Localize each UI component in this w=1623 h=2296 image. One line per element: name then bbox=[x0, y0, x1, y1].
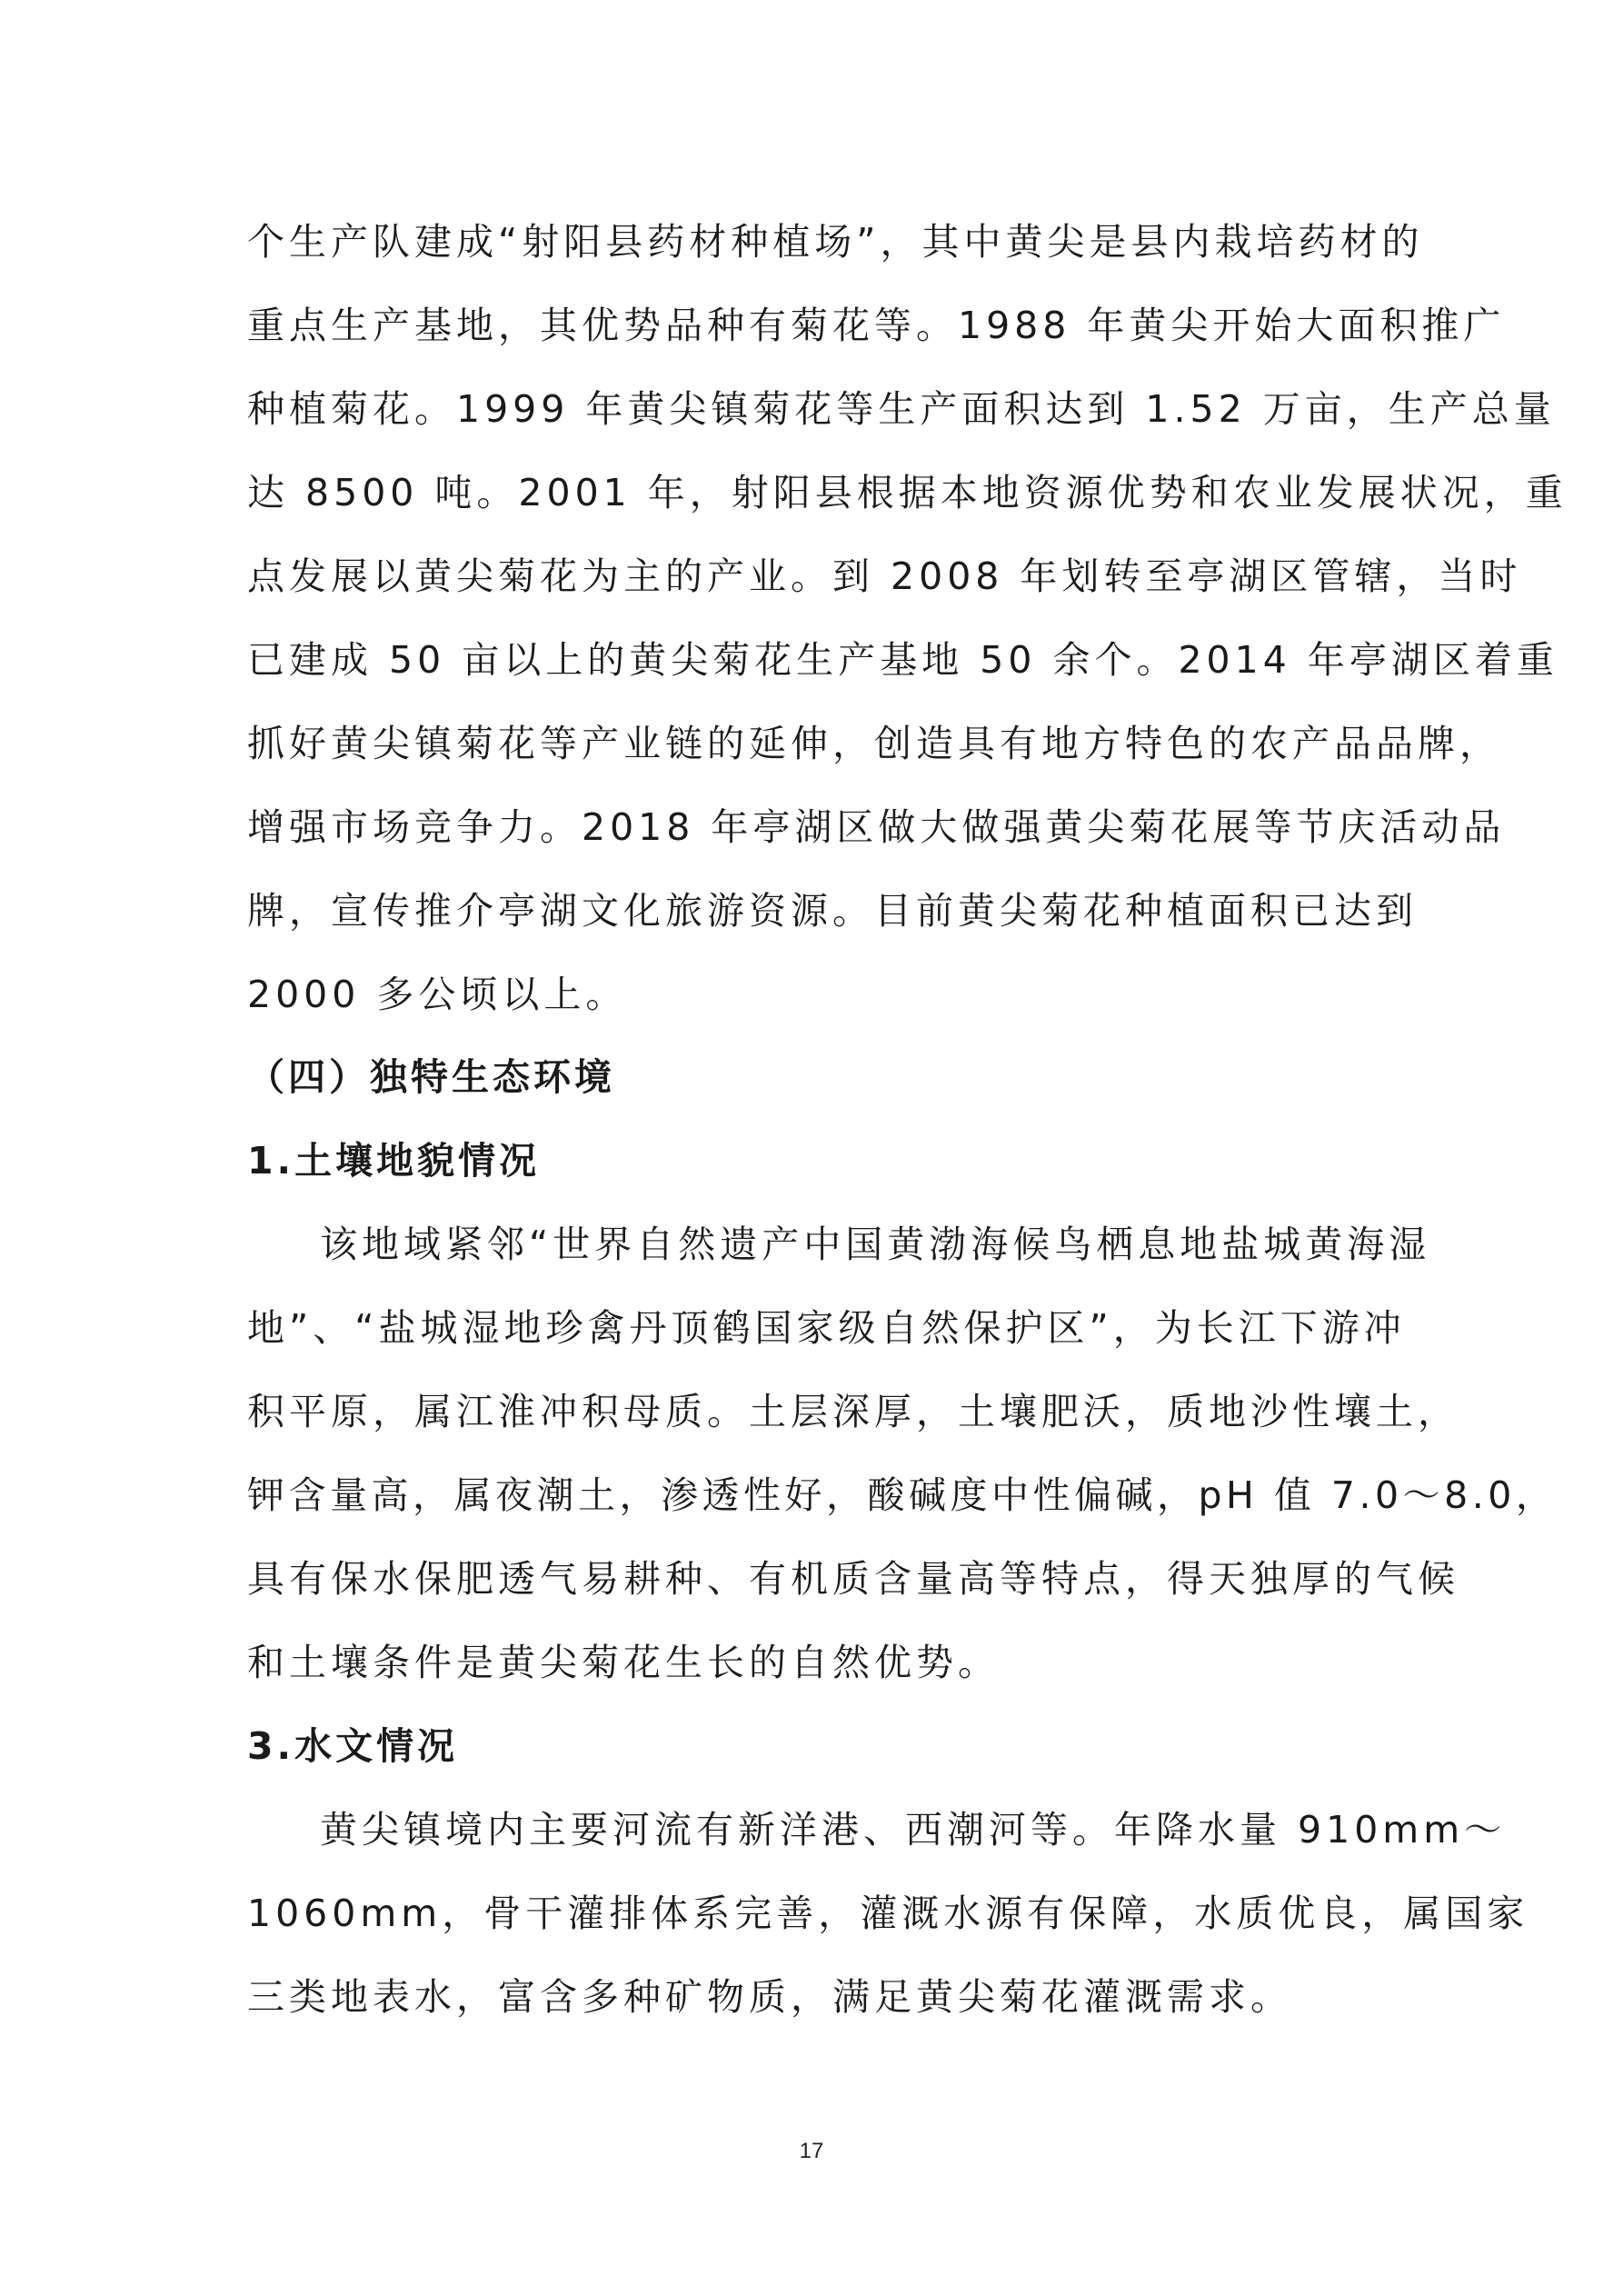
paragraph-line: 三类地表水，富含多种矿物质，满足黄尖菊花灌溉需求。 bbox=[247, 1975, 1292, 2019]
section-heading: （四）独特生态环境 bbox=[247, 1055, 615, 1099]
paragraph-line: 地”、“盐城湿地珍禽丹顶鹤国家级自然保护区”，为长江下游冲 bbox=[247, 1306, 1406, 1350]
subheading-soil: 1.土壤地貌情况 bbox=[247, 1139, 541, 1183]
paragraph-line: 重点生产基地，其优势品种有菊花等。1988 年黄尖开始大面积推广 bbox=[247, 304, 1506, 347]
paragraph-line: 具有保水保肥透气易耕种、有机质含量高等特点，得天独厚的气候 bbox=[247, 1557, 1459, 1601]
paragraph-line: 1060mm，骨干灌排体系完善，灌溉水源有保障，水质优良，属国家 bbox=[247, 1892, 1529, 1935]
paragraph-line: 和土壤条件是黄尖菊花生长的自然优势。 bbox=[247, 1641, 1000, 1684]
paragraph-line: 积平原，属江淮冲积母质。土层深厚，土壤肥沃，质地沙性壤土， bbox=[247, 1390, 1459, 1433]
paragraph-line: 点发展以黄尖菊花为主的产业。到 2008 年划转至亭湖区管辖，当时 bbox=[247, 554, 1522, 598]
paragraph-line: 种植菊花。1999 年黄尖镇菊花等生产面积达到 1.52 万亩，生产总量 bbox=[247, 387, 1556, 431]
paragraph-line: 黄尖镇境内主要河流有新洋港、西潮河等。年降水量 910mm～ bbox=[320, 1808, 1507, 1852]
paragraph-line: 已建成 50 亩以上的黄尖菊花生产基地 50 余个。2014 年亭湖区着重 bbox=[247, 638, 1558, 682]
paragraph-line: 该地域紧邻“世界自然遗产中国黄渤海候鸟栖息地盐城黄海湿 bbox=[320, 1223, 1431, 1266]
paragraph-line: 牌，宣传推介亭湖文化旅游资源。目前黄尖菊花种植面积已达到 bbox=[247, 889, 1418, 933]
paragraph-line: 抓好黄尖镇菊花等产业链的延伸，创造具有地方特色的农产品品牌， bbox=[247, 722, 1501, 765]
paragraph-line: 增强市场竞争力。2018 年亭湖区做大做强黄尖菊花展等节庆活动品 bbox=[247, 805, 1506, 849]
paragraph-line: 达 8500 吨。2001 年，射阳县根据本地资源优势和农业发展状况，重 bbox=[247, 471, 1568, 514]
paragraph-line: 个生产队建成“射阳县药材种植场”，其中黄尖是县内栽培药材的 bbox=[247, 220, 1424, 264]
subheading-water: 3.水文情况 bbox=[247, 1724, 459, 1768]
paragraph-line: 钾含量高，属夜潮土，渗透性好，酸碱度中性偏碱，pH 值 7.0～8.0， bbox=[247, 1473, 1558, 1517]
page-number: 17 bbox=[799, 2139, 824, 2163]
paragraph-line: 2000 多公顷以上。 bbox=[247, 973, 628, 1016]
